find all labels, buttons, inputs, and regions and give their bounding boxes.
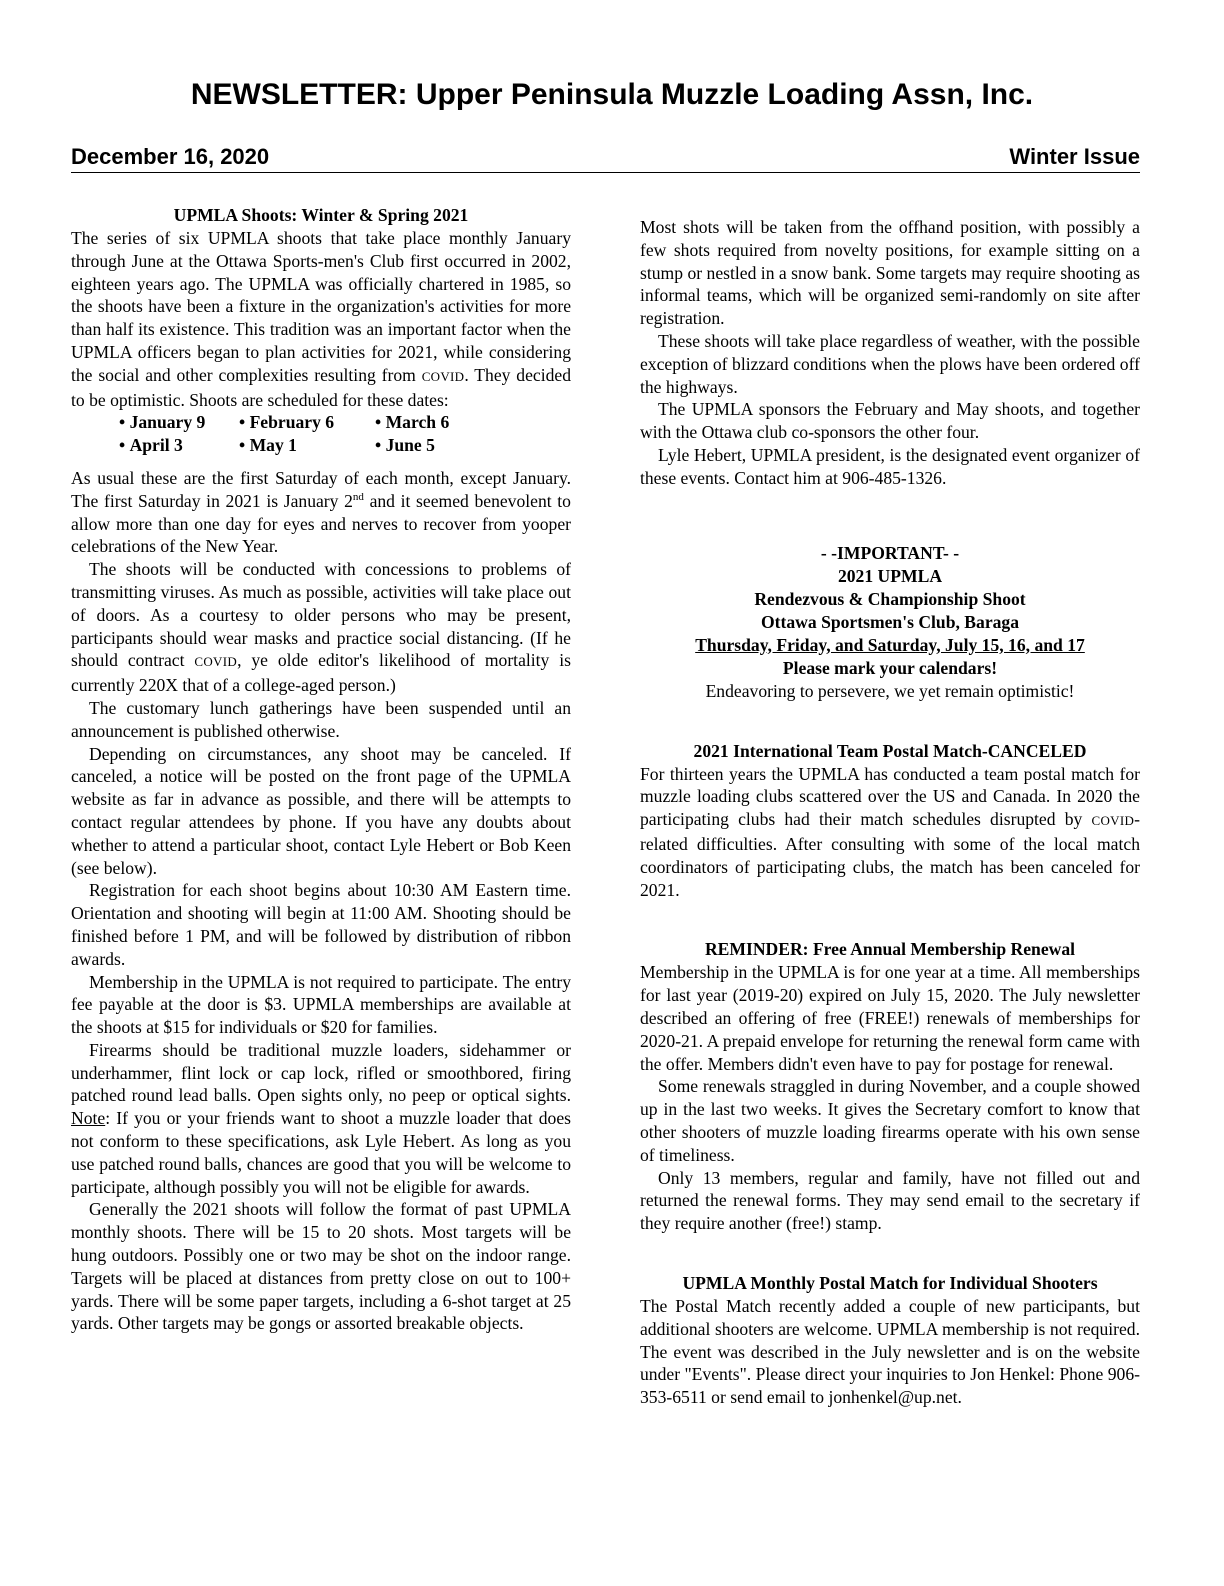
- reminder-paragraph-2: Some renewals straggled in during November, and a couple showed up in the last two weeks. It gives the Secretary comfort to know that other shooters of muzzle loading firearms operate with his own sense of timeliness.: [640, 1076, 1140, 1165]
- monthly-heading: UPMLA Monthly Postal Match for Individual Shooters: [682, 1272, 1098, 1293]
- dateline: [71, 144, 1140, 173]
- postal-team-paragraph: For thirteen years the UPMLA has conducted a team postal match for muzzle loading clubs scattered over the US and Canada. In 2020 the participating clubs had their match schedules disrupted by COVID-related difficulties. After consulting with some of the local match coordinators of participating clubs, the match has been canceled for 2021.: [640, 763, 1140, 900]
- shoot-date: • June 5: [375, 434, 485, 457]
- shoots-paragraph-11: These shoots will take place regardless of weather, with the possible exception of blizzard conditions when the plows have been ordered off the highways.: [640, 330, 1140, 397]
- shoots-paragraph-1: The series of six UPMLA shoots that take place monthly January through June at the Ottawa Sports-men's Club first occurred in 2002, eighteen years ago. The UPMLA was officially chartered in 1985, so the shoots have been a fixture in the organization's activities for more than half its existence. This tradition was an important factor when the UPMLA officers began to plan activities for 2021, while considering the social and other complexities resulting from COVID. They decided to be optimistic. Shoots are scheduled for these dates:: [71, 228, 572, 410]
- shoot-date: • May 1: [239, 434, 375, 457]
- shoots-paragraph-9: Generally the 2021 shoots will follow the format of past UPMLA monthly shoots. There will be 15 to 20 shots. Most targets will be hung outdoors. Possibly one or two may be shot on the indoor range. Targets will be placed at distances from pretty close on out to 100+ yards. There will be some paper targets, including a 6-shot target at 25 yards. Other targets may be gongs or assorted breakable objects.: [71, 1199, 571, 1334]
- shoots-paragraph-4: The customary lunch gatherings have been suspended until an announcement is published otherwise.: [71, 697, 571, 741]
- issue-date: December 16, 2020: [71, 144, 270, 169]
- important-event-dates: Thursday, Friday, and Saturday, July 15, 16, and 17: [695, 634, 1085, 655]
- issue-name: Winter Issue: [1009, 144, 1140, 169]
- reminder-heading: REMINDER: Free Annual Membership Renewal: [704, 939, 1076, 960]
- monthly-paragraph: The Postal Match recently added a couple of new participants, but additional shooters are welcome. UPMLA membership is not required. The event was described in the July newsletter and is on the website under "Events". Please direct your inquiries to Jon Henkel: Phone 906-353-6511 or send email to jonhenkel@up.net.: [640, 1295, 1140, 1408]
- postal-team-heading: 2021 International Team Postal Match-CANCELED: [693, 740, 1087, 761]
- shoots-paragraph-7: Membership in the UPMLA is not required to participate. The entry fee payable at the door is $3. UPMLA memberships are available at the shoots at $15 for individuals or $20 for families.: [71, 971, 571, 1038]
- shoots-paragraph-2: As usual these are the first Saturday of each month, except January. The first Saturday in 2021 is January 2nd and it seemed benevolent to allow more than one day for eyes and nerves to recover from yooper celebrations of the New Year.: [71, 467, 571, 557]
- important-calendar-note: Please mark your calendars!: [782, 657, 998, 678]
- shoots-paragraph-6: Registration for each shoot begins about 10:30 AM Eastern time. Orientation and shooting will begin at 11:00 AM. Shooting should be finished before 1 PM, and will be followed by distribution of ribbon awards.: [71, 880, 571, 969]
- shoots-paragraph-13: Lyle Hebert, UPMLA president, is the designated event organizer of these events. Contact him at 906-485-1326.: [640, 444, 1140, 488]
- important-event-location: Ottawa Sportsmen's Club, Baraga: [760, 611, 1020, 632]
- shoot-date: • January 9: [119, 411, 239, 434]
- reminder-paragraph-1: Membership in the UPMLA is for one year at a time. All memberships for last year (2019-20) expired on July 15, 2020. The July newsletter described an offering of free (FREE!) renewals of memberships for 2020-21. A prepaid envelope for returning the renewal form came with the offer. Members didn't even have to pay for postage for renewal.: [640, 962, 1140, 1074]
- left-column: [71, 203, 571, 1335]
- newsletter-title: NEWSLETTER: Upper Peninsula Muzzle Loading Assn, Inc.: [190, 78, 1034, 111]
- shoot-date: • April 3: [119, 434, 239, 457]
- shoot-date: • February 6: [239, 411, 375, 434]
- shoots-paragraph-12: The UPMLA sponsors the February and May shoots, and together with the Ottawa club co-sponsors the other four.: [640, 399, 1140, 443]
- important-event-year: 2021 UPMLA: [837, 565, 943, 586]
- important-label: - -IMPORTANT- -: [820, 542, 960, 563]
- important-notice: [640, 542, 1140, 703]
- shoot-date: • March 6: [375, 411, 485, 434]
- important-tagline: Endeavoring to persevere, we yet remain optimistic!: [705, 680, 1075, 701]
- shoots-paragraph-8: Firearms should be traditional muzzle loaders, sidehammer or underhammer, flint lock or cap lock, rifled or smoothbored, firing patched round lead balls. Open sights only, no peep or optical sights. Note: If you or your friends want to shoot a muzzle loader that does not conform to these specifications, ask Lyle Hebert. As long as you use patched round balls, chances are good that you will be welcome to participate, although possibly you will not be eligible for awards.: [71, 1039, 571, 1197]
- shoots-paragraph-3: The shoots will be conducted with concessions to problems of transmitting viruses. As much as possible, activities will take place out of doors. As a courtesy to older persons who may be present, participants should wear masks and practice social distancing. (If he should contract COVID, ye olde editor's likelihood of mortality is currently 220X that of a college-aged person.): [71, 559, 571, 696]
- shoots-paragraph-5: Depending on circumstances, any shoot may be canceled. If canceled, a notice will be posted on the front page of the UPMLA website as far in advance as possible, and there will be attempts to contact regular attendees by phone. If you have any doubts about whether to attend a particular shoot, contact Lyle Hebert or Bob Keen (see below).: [71, 743, 571, 878]
- reminder-paragraph-3: Only 13 members, regular and family, have not filled out and returned the renewal forms. They may send email to the secretary if they require another (free!) stamp.: [640, 1167, 1140, 1234]
- shoot-dates-list: [71, 411, 571, 457]
- shoots-paragraph-10: Most shots will be taken from the offhand position, with possibly a few shots required from novelty positions, for example sitting on a stump or nestled in a snow bank. Some targets may require shooting as informal teams, which will be organized semi-randomly on site after registration.: [640, 217, 1140, 329]
- shoots-heading: UPMLA Shoots: Winter & Spring 2021: [173, 205, 469, 225]
- right-column: [640, 216, 1140, 1409]
- important-event-name: Rendezvous & Championship Shoot: [754, 588, 1026, 609]
